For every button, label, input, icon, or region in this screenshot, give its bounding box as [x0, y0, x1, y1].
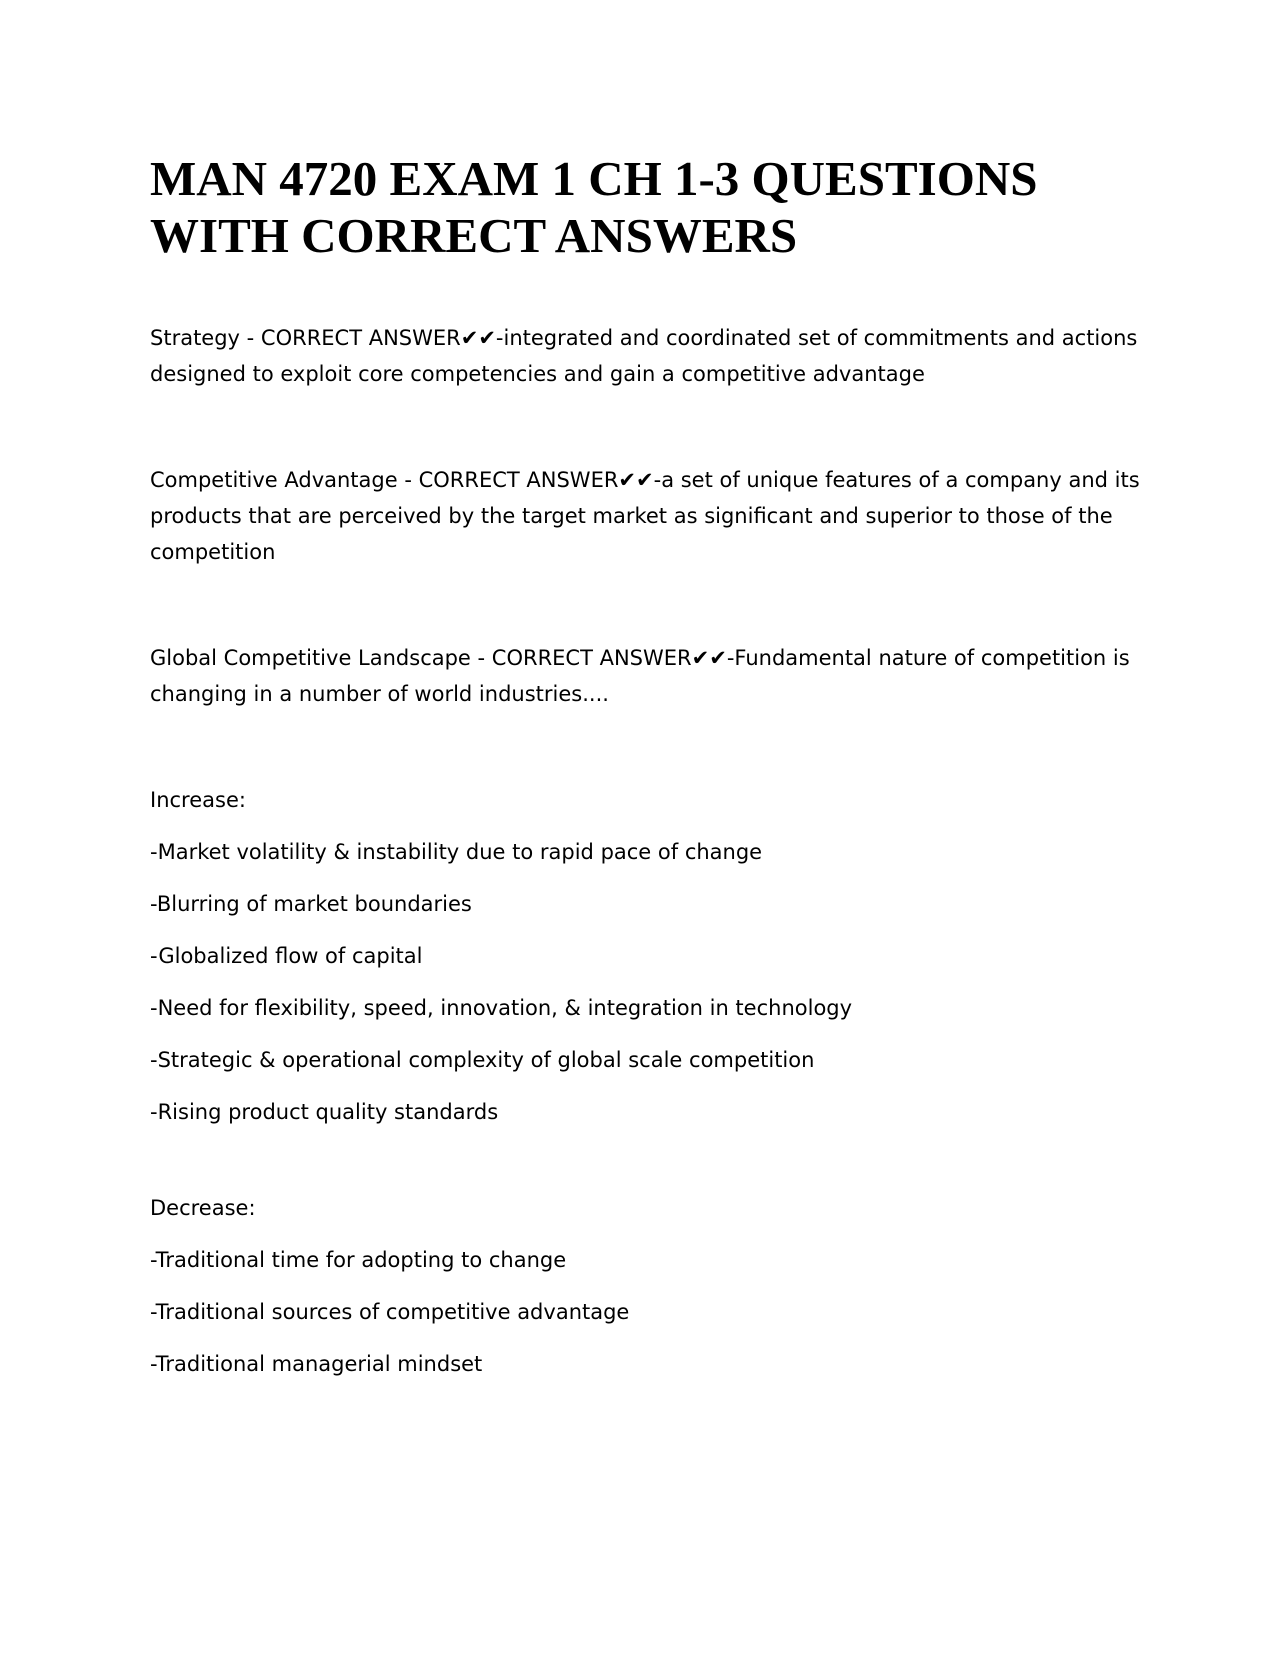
document-page	[150, 150, 1140, 1382]
document-title: MAN 4720 EXAM 1 CH 1-3 QUESTIONS WITH CORRECT ANSWERS	[150, 151, 1038, 263]
list-item: -Market volatility & instability due to rapid pace of change	[150, 840, 763, 864]
list-item: -Need for flexibility, speed, innovation, & integration in technology	[150, 996, 853, 1020]
entry-strategy: Strategy - CORRECT ANSWER✔✔-integrated and coordinated set of commitments and actions designed to exploit core competencies and gain a competitive advantage	[150, 326, 1138, 386]
list-item: -Strategic & operational complexity of global scale competition	[150, 1048, 815, 1072]
decrease-heading: Decrease:	[150, 1196, 256, 1220]
entry-global-competitive-landscape: Global Competitive Landscape - CORRECT ANSWER✔✔-Fundamental nature of competition is changing in a number of world industries....	[150, 646, 1130, 706]
list-item: -Traditional time for adopting to change	[150, 1248, 567, 1272]
list-item: -Traditional managerial mindset	[150, 1352, 483, 1376]
list-item: -Blurring of market boundaries	[150, 892, 472, 916]
entry-competitive-advantage: Competitive Advantage - CORRECT ANSWER✔✔-a set of unique features of a company and its products that are perceived by the target market as significant and superior to those of the competition	[150, 468, 1140, 564]
list-item: -Rising product quality standards	[150, 1100, 499, 1124]
list-item: -Traditional sources of competitive advantage	[150, 1300, 630, 1324]
list-item: -Globalized flow of capital	[150, 944, 423, 968]
decrease-list	[150, 1242, 1140, 1382]
increase-heading: Increase:	[150, 788, 246, 812]
increase-list	[150, 834, 1140, 1130]
